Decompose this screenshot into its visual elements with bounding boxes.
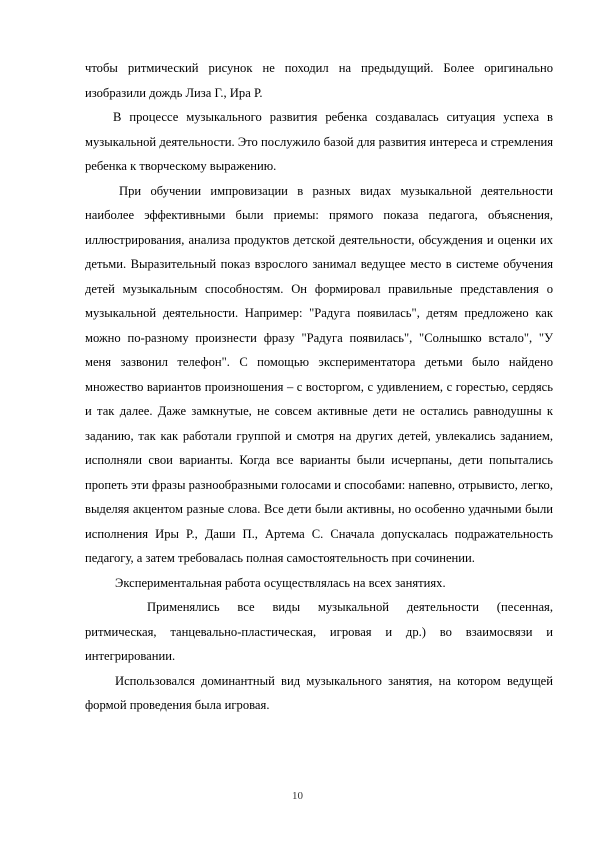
paragraph <box>85 105 553 179</box>
paragraph <box>85 571 553 596</box>
paragraph-continuation <box>85 56 553 105</box>
paragraph-text: В процессе музыкального развития ребенка создавалась ситуация успеха в музыкальной деятельности. Это послужило базой для развития интереса и стремления ребенка к творческому выражению. <box>85 110 553 173</box>
paragraph-text: Применялись все виды музыкальной деятельности (песенная, ритмическая, танцевально-пластическая, игровая и др.) во взаимосвязи и интегрировании. <box>85 600 553 663</box>
paragraph <box>85 669 553 718</box>
paragraph <box>85 595 553 669</box>
paragraph-text: При обучении импровизации в разных видах музыкальной деятельности наиболее эффективными были приемы: прямого показа педагога, объяснения, иллюстрирования, анализа продуктов детской деятельности, обсуждения и оценки их детьми. Выразительный показ взрослого занимал ведущее место в системе обучения детей музыкальным способностям. Он формировал правильные представления о музыкальной деятельности. Например: "Радуга появилась", детям предложено как можно по-разному произнести фразу "Радуга появилась", "Солнышко встало", "У меня зазвонил телефон". С помощью экспериментатора детьми было найдено множество вариантов произношения – с восторгом, с удивлением, с горестью, сердясь и так далее. Даже замкнутые, не совсем активные дети не остались равнодушны к заданию, так как работали группой и смотря на других детей, увлекались заданием, исполняли свои варианты. Когда все варианты были исчерпаны, дети попытались пропеть эти фразы разнообразными голосами и способами: напевно, отрывисто, легко, выделяя акцентом разные слова. Все дети были активны, но особенно удачными были исполнения Иры Р., Даши П., Артема С. Сначала допускалась подражательность педагогу, а затем требовалась полная самостоятельность при сочинении. <box>85 183 553 565</box>
paragraph-text: Экспериментальная работа осуществлялась на всех занятиях. <box>115 575 446 590</box>
paragraph <box>85 179 553 571</box>
paragraph-text: Использовался доминантный вид музыкального занятия, на котором ведущей формой проведения была игровая. <box>85 673 553 712</box>
paragraph-text: чтобы ритмический рисунок не походил на предыдущий. Более оригинально изобразили дождь Лиза Г., Ира Р. <box>85 61 553 100</box>
page-number: 10 <box>292 790 303 802</box>
body-text <box>85 56 553 718</box>
